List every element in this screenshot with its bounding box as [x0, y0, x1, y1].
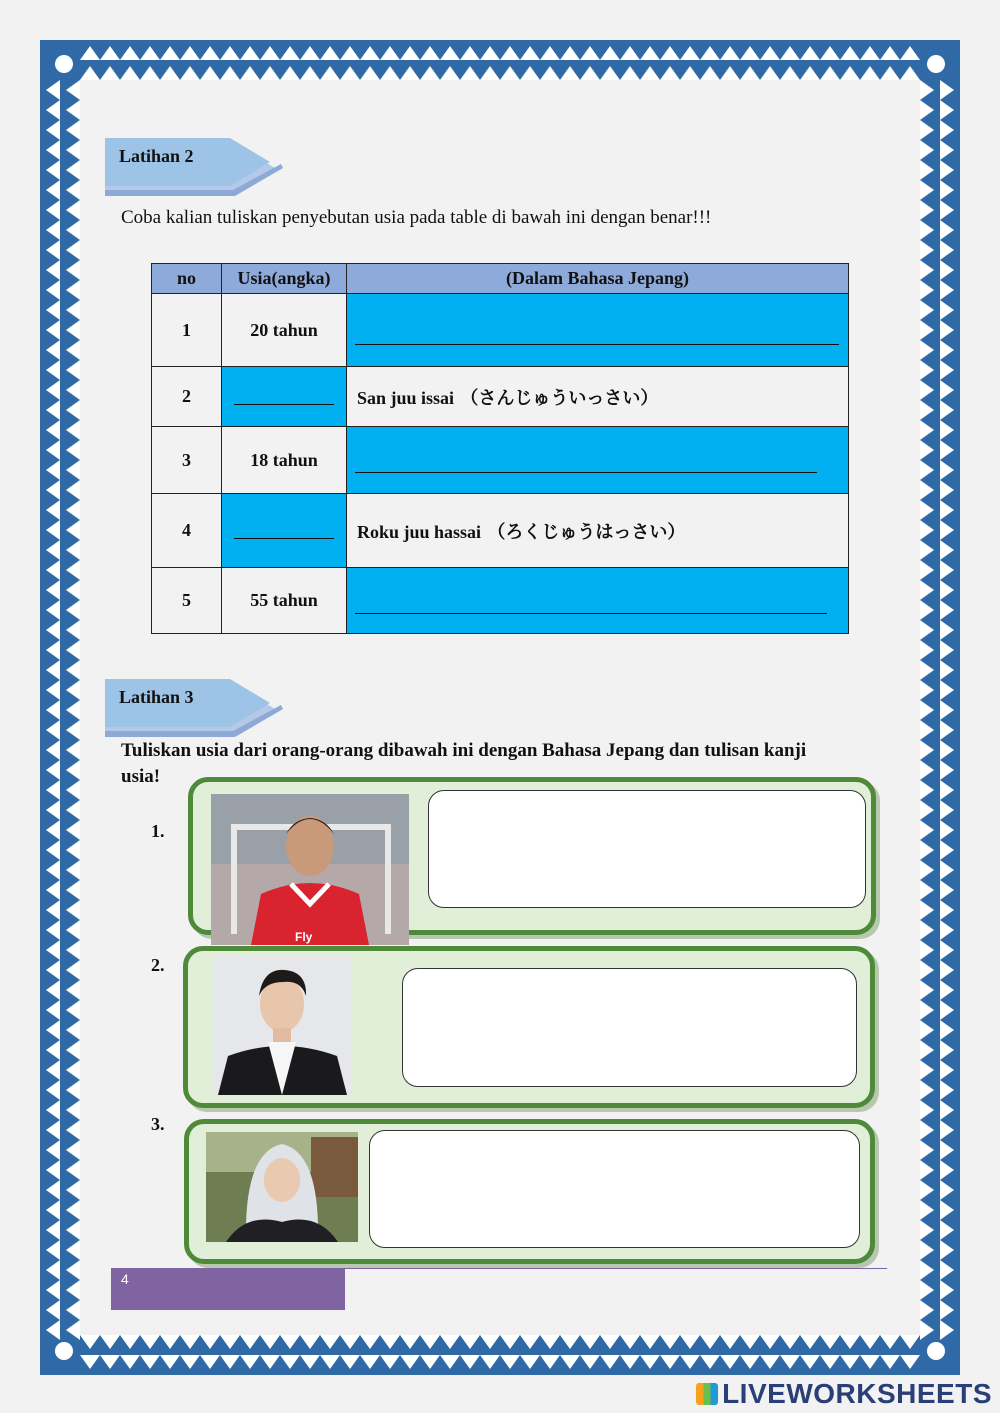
answer-blank-age[interactable] — [222, 367, 347, 427]
answer-blank-age[interactable] — [222, 494, 347, 568]
banner-label: Latihan 2 — [119, 146, 194, 166]
table-header-row — [152, 264, 849, 294]
row-romaji: Roku juu hassai — [357, 521, 482, 542]
row-age: 55 tahun — [222, 568, 347, 634]
row-number: 5 — [152, 568, 222, 634]
corner-circle — [927, 1342, 945, 1360]
answer-blank-japanese[interactable] — [347, 294, 849, 367]
logo-icon — [696, 1383, 718, 1405]
answer-blank-japanese[interactable] — [347, 568, 849, 634]
item-number: 1. — [151, 821, 165, 841]
corner-circle — [55, 1342, 73, 1360]
person-photo-1 — [211, 794, 409, 945]
instruction-line-2: usia! — [121, 766, 161, 787]
header-no: no — [152, 264, 222, 294]
row-number: 3 — [152, 427, 222, 494]
table-row — [152, 494, 849, 568]
footer-divider — [345, 1268, 887, 1269]
header-japanese: (Dalam Bahasa Jepang) — [347, 264, 849, 294]
table-row — [152, 427, 849, 494]
latihan-3-banner — [105, 679, 285, 737]
table-row — [152, 294, 849, 367]
page-number: 4 — [121, 1271, 129, 1287]
header-age: Usia(angka) — [222, 264, 347, 294]
row-age: 20 tahun — [222, 294, 347, 367]
corner-circle — [55, 55, 73, 73]
row-romaji: San juu issai — [357, 387, 455, 408]
corner-circle — [927, 55, 945, 73]
instruction-line-1: Tuliskan usia dari orang-orang dibawah ini dengan Bahasa Jepang dan tulisan kanji — [121, 740, 807, 761]
row-japanese — [347, 367, 849, 427]
latihan-2-banner — [105, 138, 285, 196]
row-number: 2 — [152, 367, 222, 427]
shirt-text: Fly — [295, 930, 313, 944]
person-photo-3 — [206, 1132, 358, 1242]
row-number: 4 — [152, 494, 222, 568]
banner-label: Latihan 3 — [119, 687, 194, 707]
answer-blank-japanese[interactable] — [347, 427, 849, 494]
person-photo-2 — [213, 956, 352, 1095]
row-kana: （ろくじゅうはっさい） — [487, 521, 686, 543]
row-japanese — [347, 494, 849, 568]
item-number: 3. — [151, 1114, 165, 1134]
row-age: 18 tahun — [222, 427, 347, 494]
age-table — [151, 263, 849, 634]
answer-box-2[interactable] — [402, 968, 857, 1087]
row-kana: （さんじゅういっさい） — [460, 387, 659, 409]
page-number-bar — [111, 1268, 345, 1310]
brand-text: LIVEWORKSHEETS — [722, 1378, 992, 1409]
answer-box-1[interactable] — [428, 790, 866, 908]
row-number: 1 — [152, 294, 222, 367]
latihan-2-instruction: Coba kalian tuliskan penyebutan usia pada table di bawah ini dengan benar!!! — [121, 207, 712, 228]
answer-box-3[interactable] — [369, 1130, 860, 1248]
item-number: 2. — [151, 955, 165, 975]
liveworksheets-logo — [696, 1378, 992, 1410]
table-row — [152, 568, 849, 634]
table-row — [152, 367, 849, 427]
